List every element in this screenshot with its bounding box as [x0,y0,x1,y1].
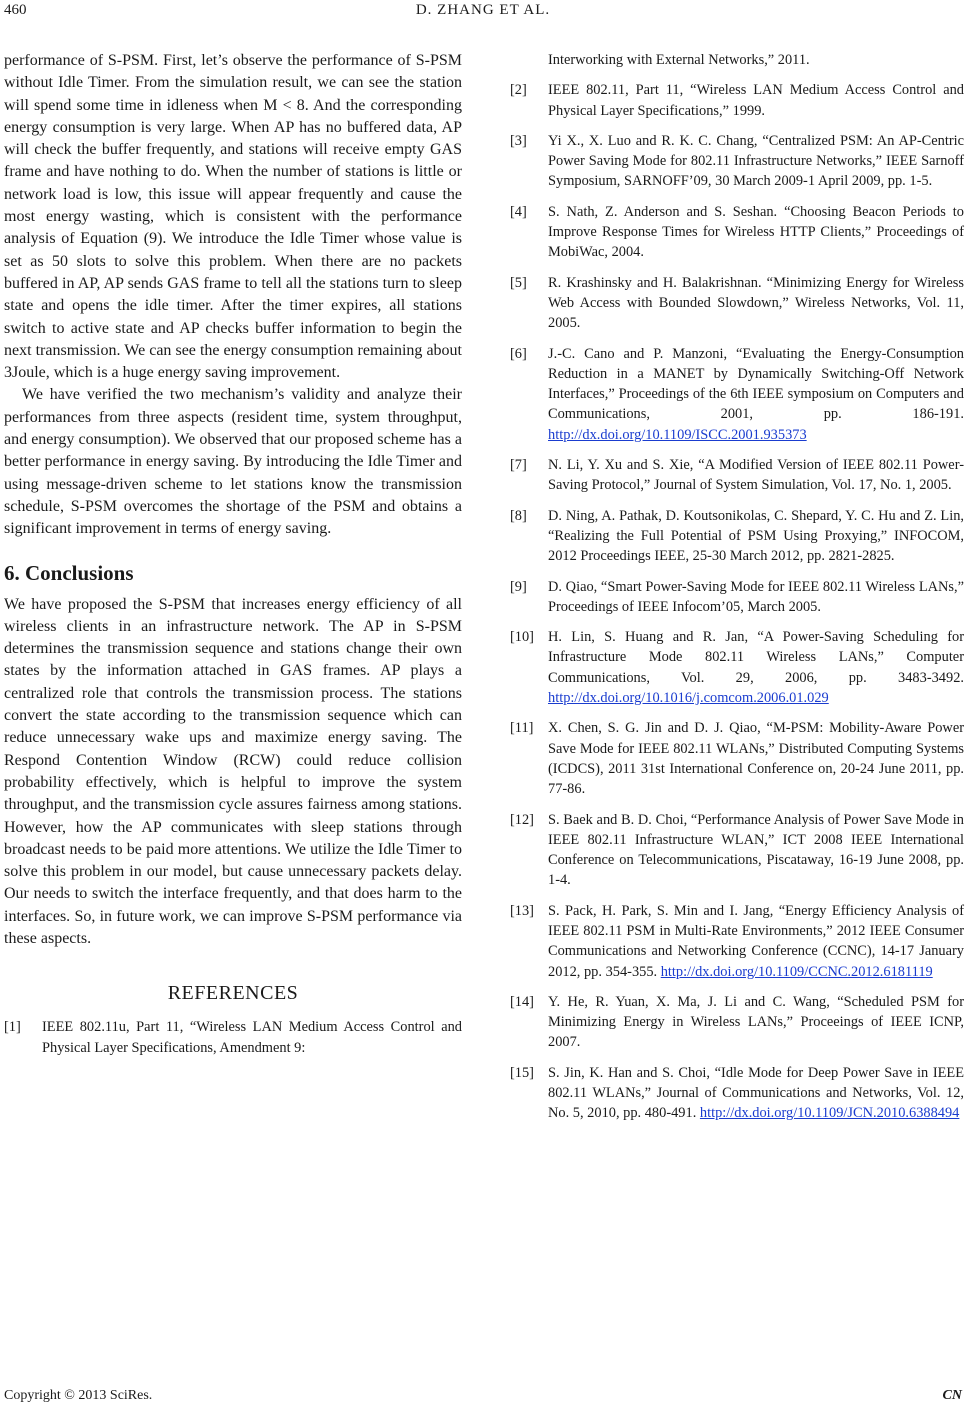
reference-number: [13] [510,902,534,919]
reference-continuation [510,50,964,70]
doi-link[interactable]: http://dx.doi.org/10.1109/CCNC.2012.6181119 [660,963,933,980]
reference-number: [1] [4,1019,21,1036]
reference-text [548,577,964,618]
reference-number: [3] [510,132,527,149]
reference-text [548,1063,964,1124]
reference-number: [4] [510,203,527,220]
reference-item [510,131,964,192]
reference-text [548,455,964,496]
reference-text [548,344,964,445]
reference-item [510,577,964,618]
left-column [4,50,462,1068]
reference-number: [8] [510,507,527,524]
reference-body: S. Baek and B. D. Choi, “Performance Analysis of Power Save Mode in IEEE 802.11 Infrastructure WLAN,” ICT 2008 IEEE International Conference on Telecommunications, Piscataway, 16-19 June 2008, pp. 1-4. [548,811,964,889]
reference-body: S. Jin, K. Han and S. Choi, “Idle Mode for Deep Power Save in IEEE 802.11 WLANs,” Journal of Communications and Networks, Vol. 12, No. 5, 2010, pp. 480-491. [548,1064,964,1122]
journal-abbrev: CN [942,1388,962,1403]
reference-number: [14] [510,993,534,1010]
reference-item [510,506,964,567]
reference-body: D. Qiao, “Smart Power-Saving Mode for IEEE 802.11 Wireless LANs,” Proceedings of IEEE Infocom’05, March 2005. [548,578,964,615]
reference-text [548,627,964,708]
reference-text [548,131,964,192]
reference-number: [11] [510,720,534,737]
reference-number: [5] [510,274,527,291]
reference-item [510,80,964,121]
reference-text [548,202,964,263]
reference-number: [6] [510,345,527,362]
reference-item [510,202,964,263]
reference-text [548,901,964,982]
reference-body: J.-C. Cano and P. Manzoni, “Evaluating the Energy-Consumption Reduction in a MANET by Dynamically Switching-Off Network Interfaces,” Proceedings of the 6th IEEE symposium on Computers and Communications, 2001, pp. 186-191. [548,345,964,423]
reference-text [548,273,964,334]
running-head: D. ZHANG ET AL. [415,2,551,18]
page-header [0,0,966,30]
reference-body: H. Lin, S. Huang and R. Jan, “A Power-Saving Scheduling for Infrastructure Mode 802.11 Wireless LANs,” Computer Communications, Vol. 29, 2006, pp. 3483-3492. [548,629,964,686]
reference-body: D. Ning, A. Pathak, D. Koutsonikolas, C. Shepard, Y. C. Hu and Z. Lin, “Realizing the Full Potential of PSM Using Proxying,” INFOCOM, 2012 Proceedings IEEE, 25-30 March 2012, pp. 2821-2825. [548,507,964,565]
reference-body: R. Krashinsky and H. Balakrishnan. “Minimizing Energy for Wireless Web Access with Bounded Slowdown,” Wireless Networks, Vol. 11, 2005. [548,274,964,332]
body-paragraph: We have verified the two mechanism’s validity and analyze their performances from three aspects (resident time, system throughput, and energy consumption). We observed that our proposed scheme has a better performance in energy saving. By introducing the Idle Timer and using message-driven scheme to let stations know the transmission schedule, S-PSM overcomes the shortage of the PSM and obtains a significant improvement in terms of energy saving. [4,386,462,538]
reference-body: N. Li, Y. Xu and S. Xie, “A Modified Version of IEEE 802.11 Power-Saving Protocol,” Journal of System Simulation, Vol. 17, No. 1, 2005. [548,457,964,494]
reference-number: [2] [510,82,527,99]
reference-body: Yi X., X. Luo and R. K. C. Chang, “Centralized PSM: An AP-Centric Power Saving Mode for 802.11 Infrastructure Networks,” IEEE Sarnoff Symposium, SARNOFF’09, 30 March 2009-1 April 2009, pp. 1-5. [548,132,964,190]
reference-item [510,455,964,496]
reference-item [510,627,964,708]
reference-item [510,344,964,445]
reference-text [548,992,964,1053]
reference-body: S. Nath, Z. Anderson and S. Seshan. “Choosing Beacon Periods to Improve Response Times for Wireless HTTP Clients,” Proceedings of MobiWac, 2004. [548,203,964,261]
doi-link[interactable]: http://dx.doi.org/10.1109/ISCC.2001.935373 [548,426,807,443]
reference-number: [9] [510,578,527,595]
section-heading: 6. Conclusions [4,560,134,585]
reference-body: IEEE 802.11, Part 11, “Wireless LAN Medium Access Control and Physical Layer Specifications,” 1999. [548,82,964,119]
reference-number: [12] [510,811,534,828]
reference-item [510,901,964,982]
reference-number: [15] [510,1064,534,1081]
reference-item [510,1063,964,1124]
reference-body: S. Pack, H. Park, S. Min and I. Jang, “Energy Efficiency Analysis of IEEE 802.11 PSM in Multi-Rate Environments,” 2012 IEEE Consumer Communications and Networking Conference (CCNC), 14-17 January 2012, pp. 354-355. [548,902,964,980]
reference-item [510,718,964,799]
reference-text [548,810,964,891]
body-paragraph: performance of S-PSM. First, let’s observe the performance of S-PSM without Idle Timer. From the simulation result, we can see the station will spend some time in idleness when M < 8. And the corresponding energy consumption is very large. When AP has no buffered data, AP will check the buffer frequently, and stations will receive empty GAS frame and have nothing to do. When the number of stations is little or network load is low, this issue will appear frequently and cause the most energy wasting, which is consistent with the performance analysis of Equation (9). We introduce the Idle Timer whose value is set as 50 slots to solve this problem. When there are no packets buffered in AP, AP sends GAS frame to tell all the stations turn to sleep state and opens the idle timer. After the timer expires, all stations switch to active state and AP checks buffer information to begin the next transmission. We can see the energy consumption remaining about 3Joule, which is a huge energy saving improvement. [4,52,462,382]
copyright-notice: Copyright © 2013 SciRes. [4,1388,153,1403]
reference-text [548,80,964,121]
reference-number: [10] [510,629,534,646]
body-paragraph: We have proposed the S-PSM that increases energy efficiency of all wireless clients in an infrastructure network. The AP in S-PSM determines the transmission sequence and stations change their own states by the information attached in GAS frames. AP plays a centralized role that controls the transmission process. The stations convert the state according to the transmission sequence which can reduce unnecessary wake ups and maximize energy saving. The Respond Contention Window (RCW) could reduce collision probability effectively, which is helpful to improve the system throughput, and the transmission cycle assures fairness among stations. However, how the AP communicates with sleep stations through broadcast needs to be paid more attentions. We utilize the Idle Timer to solve this problem in our model, but cause unnecessary packets delay. Our needs to switch the interface frequently, and that does harm to the interfaces. So, in future work, we can improve S-PSM performance via these aspects. [4,595,462,947]
reference-item [4,1017,462,1058]
reference-text: IEEE 802.11u, Part 11, “Wireless LAN Medium Access Control and Physical Layer Specifications, Amendment 9: [42,1019,462,1056]
references-heading: REFERENCES [167,982,299,1005]
reference-number: [7] [510,457,527,474]
reference-body: Y. He, R. Yuan, X. Ma, J. Li and C. Wang, “Scheduled PSM for Minimizing Energy in Wireless LANs,” Proceeings of IEEE ICNP, 2007. [548,993,964,1051]
page-footer [4,1388,962,1404]
doi-link[interactable]: http://dx.doi.org/10.1109/JCN.2010.6388494 [699,1105,960,1122]
reference-body: X. Chen, S. G. Jin and D. J. Qiao, “M-PSM: Mobility-Aware Power Save Mode for IEEE 802.11 WLANs,” Distributed Computing Systems (ICDCS), 2011 31st International Conference on, 20-24 June 2011, pp. 77-86. [548,720,964,798]
reference-item [510,273,964,334]
reference-text: Interworking with External Networks,” 2011. [548,52,810,68]
page-number: 460 [4,2,27,18]
reference-item [510,992,964,1053]
reference-text [548,718,964,799]
doi-link[interactable]: http://dx.doi.org/10.1016/j.comcom.2006.01.029 [548,690,829,707]
right-column [510,50,964,1134]
reference-item [510,810,964,891]
reference-text [548,506,964,567]
